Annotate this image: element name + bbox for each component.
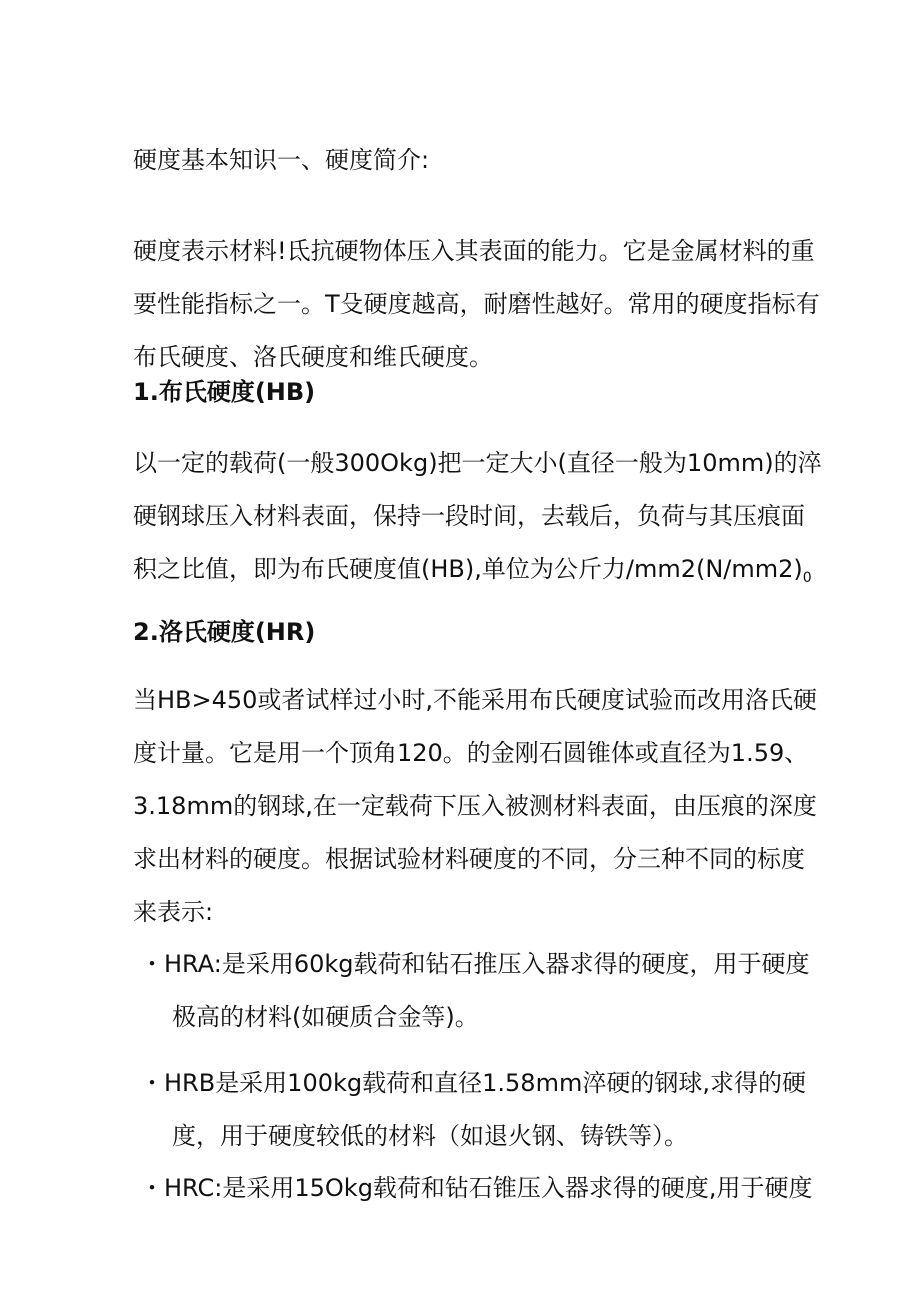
- section1-line-2: 硬钢球压入材料表面，保持一段时间，去载后，负荷与其压痕面: [133, 502, 805, 530]
- intro-line-1: 硬度表示材料!氐抗硬物体压入其表面的能力。它是金属材料的重: [133, 237, 815, 265]
- intro-title: [133, 134, 793, 187]
- section2-paragraph: [133, 674, 818, 939]
- intro-line-2: 要性能指标之一。T殳硬度越高，耐磨性越好。常用的硬度指标有: [133, 290, 820, 318]
- hra-line-1: HRA:是采用60kg载荷和钻石推压入器求得的硬度，用于硬度: [164, 950, 810, 978]
- hrc-line-1: HRC:是采用15Okg载荷和钻石锥压入器求得的硬度,用于硬度: [164, 1174, 813, 1202]
- list-item-hrc: [140, 1162, 813, 1215]
- list-item-hra: [140, 938, 810, 1044]
- section1-line-3: [133, 543, 812, 596]
- section2-line-5: 来表示:: [133, 898, 214, 926]
- section1-line-3-suffix: 0: [802, 570, 812, 586]
- section2-line-3: 3.18mm的钢球,在一定载荷下压入被测材料表面，由压痕的深度: [133, 792, 817, 820]
- section1-paragraph: [133, 437, 822, 596]
- section2-line-1: 当HB>450或者试样过小时,不能采用布氏硬度试验而改用洛氏硬: [133, 686, 818, 714]
- section2-line-2: 度计量。它是用一个顶角120。的金刚石圆锥体或直径为1.59、: [133, 739, 809, 767]
- list-item-hrb: [140, 1057, 806, 1163]
- hrb-line-1: HRB是采用100kg载荷和直径1.58mm淬硬的钢球,求得的硬: [164, 1069, 806, 1097]
- section2-line-4: 求出材料的硬度。根据试验材料硬度的不同，分三种不同的标度: [133, 845, 805, 873]
- intro-paragraph: [133, 225, 820, 384]
- intro-line-3: 布氏硬度、洛氏硬度和维氏硬度。: [133, 343, 493, 371]
- section2-heading-text: 2.洛氏硬度(HR): [133, 618, 316, 646]
- section1-line-1: 以一定的载荷(一般300Okg)把一定大小(直径一般为10mm)的淬: [133, 449, 822, 477]
- intro-title-text: 硬度基本知识一、硬度简介:: [133, 146, 430, 174]
- section2-heading: [133, 606, 793, 659]
- hra-line-2: 极高的材料(如硬质合金等)。: [172, 1003, 479, 1031]
- section1-heading-text: 1.布氏硬度(HB): [133, 378, 316, 406]
- bullet-dot-icon: ・: [140, 1069, 164, 1097]
- bullet-dot-icon: ・: [140, 1174, 164, 1202]
- bullet-dot-icon: ・: [140, 950, 164, 978]
- section1-line-3-text: 积之比值，即为布氏硬度值(HB),单位为公斤力/mm2(N∕mm2): [133, 555, 803, 583]
- section1-heading: [133, 366, 793, 419]
- hrb-line-2: 度，用于硬度较低的材料（如退火钢、铸铁等）。: [172, 1122, 688, 1150]
